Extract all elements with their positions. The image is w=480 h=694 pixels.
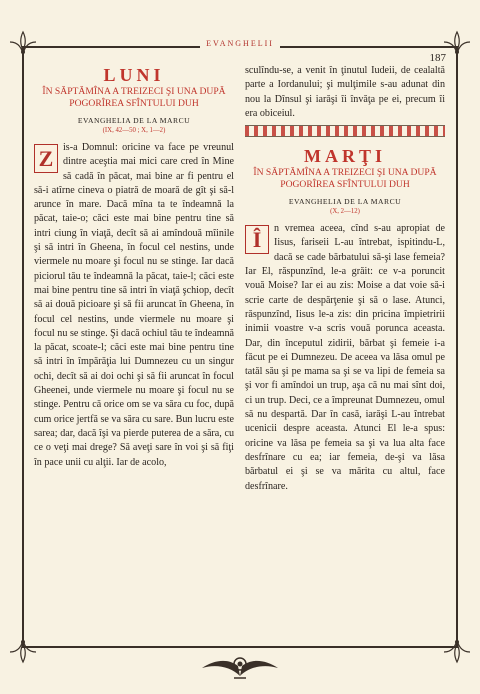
- corner-ornament-icon: [442, 634, 472, 664]
- corner-ornament-icon: [8, 634, 38, 664]
- gospel-heading: EVANGHELIA DE LA MARCU: [288, 197, 402, 207]
- section-title-luni: LUNI: [103, 65, 165, 85]
- running-title: EVANGHELII: [0, 39, 480, 48]
- section-subtitle: ÎN SĂPTĂMÎNA A TREIZECI ŞI UNA DUPĂ POGORÎREA SFÎNTULUI DUH: [42, 86, 226, 109]
- left-column: [34, 64, 234, 470]
- gospel-text: [245, 222, 445, 494]
- frame-border-right: [456, 46, 458, 648]
- gospel-heading: EVANGHELIA DE LA MARCU: [77, 116, 191, 125]
- frame-border-left: [22, 46, 24, 648]
- right-column: [245, 64, 445, 494]
- continuation-text: sculîndu-se, a venit în ţinutul Iudeii, de cealaltă parte a Iordanului; şi mulţimile s-au adunat din nou la Dînsul şi iarăşi îi învăţa pe ei, precum îi era obiceiul.: [245, 65, 445, 119]
- gospel-body: n vremea aceea, cînd s-au apropiat de Iisus, fariseii L-au întrebat, ispitindu-L, dacă se cade bărbatului să-şi lase femeia? Iar El, răspunzînd, le-a grăit: ce v-a poruncit vouă Moise? Iar ei au zis: Moise a dat voie să-i scrie carte de despărţenie şi să o lase. Atunci, răspunzînd, Iisus le-a zis: din pricina împietririi inimii voastre v-a scris vouă porunca aceasta. Dar, din începutul zidirii, bărbat şi femeie i-a făcut pe ei Dumnezeu. De aceea va lăsa omul pe tatăl său şi pe mama sa şi se va lipi de femeia sa şi vor fi amîndoi un trup, aşa că nu mai sînt doi, ci un trup. Deci, ce a împreunat Dumnezeu, omul să nu despartă. Dar în casă, iarăşi L-au întrebat ucenicii despre aceasta. Atunci El le-a spus: oricine va lăsa pe femeia sa şi va lua alta face desfrînare cu ea; iar femeia, de-şi va lăsa bărbatul ei şi se va mărita cu altul, face desfrînare.: [245, 223, 445, 492]
- winged-emblem-icon: [200, 646, 280, 686]
- gospel-reference: (IX, 42—50 ; X, 1—2): [102, 127, 166, 134]
- drop-cap: Z: [34, 144, 58, 173]
- ornamental-divider: [245, 125, 445, 137]
- drop-cap: Î: [245, 225, 269, 254]
- page-number: 187: [429, 52, 446, 64]
- gospel-reference: (X, 2—12): [330, 208, 360, 216]
- section-subtitle: ÎN SĂPTĂMÎNA A TREIZECI ŞI UNA DUPĂ POGORÎREA SFÎNTULUI DUH: [253, 167, 437, 191]
- section-title-marti: MARŢI: [304, 146, 386, 167]
- gospel-body: is-a Domnul: oricine va face pe vreunul dintre aceştia mai mici care cred în Mine să cadă în păcat, mai bine ar fi pentru el să-i atîrne cineva o piatră de moară de gît şi să-l arunce în mare. Dacă mîna ta te îndeamnă la păcat, taie-o; căci este mai bine pentru tine să intri ciung în viaţă, decît să ai amîndouă mîinile şi să intri în Gheena, în focul cel nestins, unde viermele nu moare şi focul nu se stinge. Iar dacă piciorul tău te îndeamnă la păcat, taie-l; căci este mai bine pentru tine să intri în viaţă şchiop, decît să ai două picioare şi să fii aruncat în Gheena, în focul cel nestins, unde viermele nu moare şi focul nu se stinge. Şi dacă ochiul tău te îndeamnă la păcat, scoate-l; căci este mai bine pentru tine să intri în împărăţia lui Dumnezeu cu un singur ochi, decît să ai doi ochi şi să fii aruncat în focul Gheenei, unde viermele nu moare şi focul nu se stinge. Pentru că orice om se va săra cu foc, după cum orice jertfă se va săra cu sare. Bun lucru este sarea; dar, dacă îşi va pierde puterea de a săra, cu ce o veţi mai drege? Să aveţi sare în voi şi să fiţi în pace unii cu alţii. Iar de acolo,: [34, 142, 234, 468]
- gospel-text: [34, 141, 234, 470]
